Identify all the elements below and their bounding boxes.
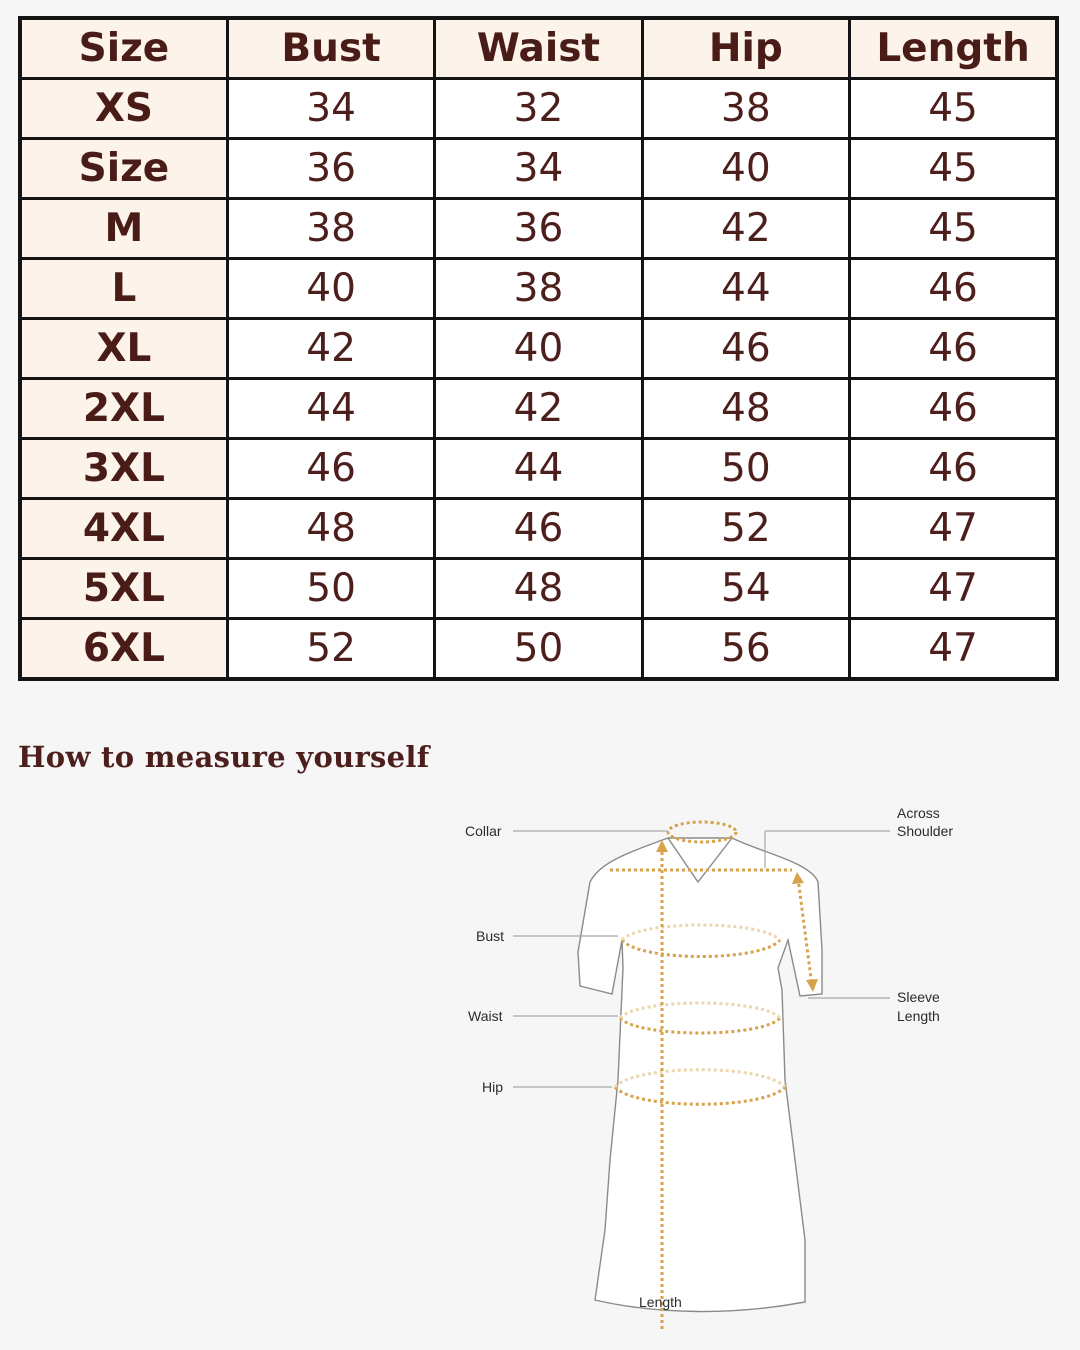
- waist-value-cell: 36: [435, 199, 642, 259]
- length-label: Length: [639, 1294, 682, 1310]
- bust-value-cell: 46: [227, 439, 434, 499]
- hip-value-cell: 40: [642, 139, 849, 199]
- length-value-cell: 46: [850, 319, 1057, 379]
- table-row: [20, 199, 1057, 259]
- bust-value-cell: 44: [227, 379, 434, 439]
- waist-value-cell: 44: [435, 439, 642, 499]
- hip-value-cell: 46: [642, 319, 849, 379]
- table-row: [20, 139, 1057, 199]
- garment-measurement-diagram: [440, 790, 1000, 1330]
- length-value-cell: 45: [850, 79, 1057, 139]
- table-row: [20, 259, 1057, 319]
- waist-value-cell: 42: [435, 379, 642, 439]
- col-header-hip: Hip: [642, 18, 849, 79]
- size-label-cell: Size: [20, 139, 227, 199]
- waist-value-cell: 50: [435, 619, 642, 680]
- sleeve-length-label-2: Length: [897, 1008, 940, 1024]
- length-value-cell: 45: [850, 199, 1057, 259]
- col-header-bust: Bust: [227, 18, 434, 79]
- size-label-cell: 2XL: [20, 379, 227, 439]
- waist-value-cell: 38: [435, 259, 642, 319]
- table-row: [20, 439, 1057, 499]
- table-row: [20, 619, 1057, 680]
- size-label-cell: XL: [20, 319, 227, 379]
- size-label-cell: 3XL: [20, 439, 227, 499]
- bust-value-cell: 50: [227, 559, 434, 619]
- waist-value-cell: 40: [435, 319, 642, 379]
- table-row: [20, 79, 1057, 139]
- length-value-cell: 47: [850, 499, 1057, 559]
- size-label-cell: L: [20, 259, 227, 319]
- table-row: [20, 499, 1057, 559]
- across-shoulder-label-2: Shoulder: [897, 823, 954, 839]
- size-label-cell: 5XL: [20, 559, 227, 619]
- size-label-cell: XS: [20, 79, 227, 139]
- table-row: [20, 319, 1057, 379]
- table-row: [20, 379, 1057, 439]
- sleeve-length-label-1: Sleeve: [897, 989, 940, 1005]
- bust-value-cell: 34: [227, 79, 434, 139]
- size-label-cell: 4XL: [20, 499, 227, 559]
- hip-value-cell: 48: [642, 379, 849, 439]
- col-header-length: Length: [850, 18, 1057, 79]
- size-chart-table: [18, 16, 1059, 681]
- bust-value-cell: 48: [227, 499, 434, 559]
- length-value-cell: 45: [850, 139, 1057, 199]
- bust-value-cell: 52: [227, 619, 434, 680]
- length-value-cell: 47: [850, 559, 1057, 619]
- hip-value-cell: 54: [642, 559, 849, 619]
- hip-label: Hip: [482, 1079, 504, 1095]
- hip-value-cell: 50: [642, 439, 849, 499]
- bust-value-cell: 36: [227, 139, 434, 199]
- waist-value-cell: 34: [435, 139, 642, 199]
- hip-value-cell: 44: [642, 259, 849, 319]
- table-header-row: [20, 18, 1057, 79]
- garment-outline: [578, 838, 822, 1312]
- col-header-waist: Waist: [435, 18, 642, 79]
- hip-value-cell: 56: [642, 619, 849, 680]
- across-shoulder-label-1: Across: [897, 805, 940, 821]
- length-value-cell: 46: [850, 259, 1057, 319]
- bust-label: Bust: [476, 928, 505, 944]
- waist-value-cell: 46: [435, 499, 642, 559]
- bust-value-cell: 42: [227, 319, 434, 379]
- hip-value-cell: 38: [642, 79, 849, 139]
- hip-value-cell: 52: [642, 499, 849, 559]
- col-header-size: Size: [20, 18, 227, 79]
- size-label-cell: M: [20, 199, 227, 259]
- collar-label: Collar: [465, 823, 502, 839]
- bust-value-cell: 40: [227, 259, 434, 319]
- size-label-cell: 6XL: [20, 619, 227, 680]
- length-value-cell: 46: [850, 439, 1057, 499]
- table-row: [20, 559, 1057, 619]
- measure-heading: How to measure yourself: [18, 740, 430, 774]
- waist-value-cell: 32: [435, 79, 642, 139]
- length-value-cell: 46: [850, 379, 1057, 439]
- length-value-cell: 47: [850, 619, 1057, 680]
- waist-value-cell: 48: [435, 559, 642, 619]
- table-body: [20, 79, 1057, 680]
- waist-label: Waist: [468, 1008, 503, 1024]
- hip-value-cell: 42: [642, 199, 849, 259]
- bust-value-cell: 38: [227, 199, 434, 259]
